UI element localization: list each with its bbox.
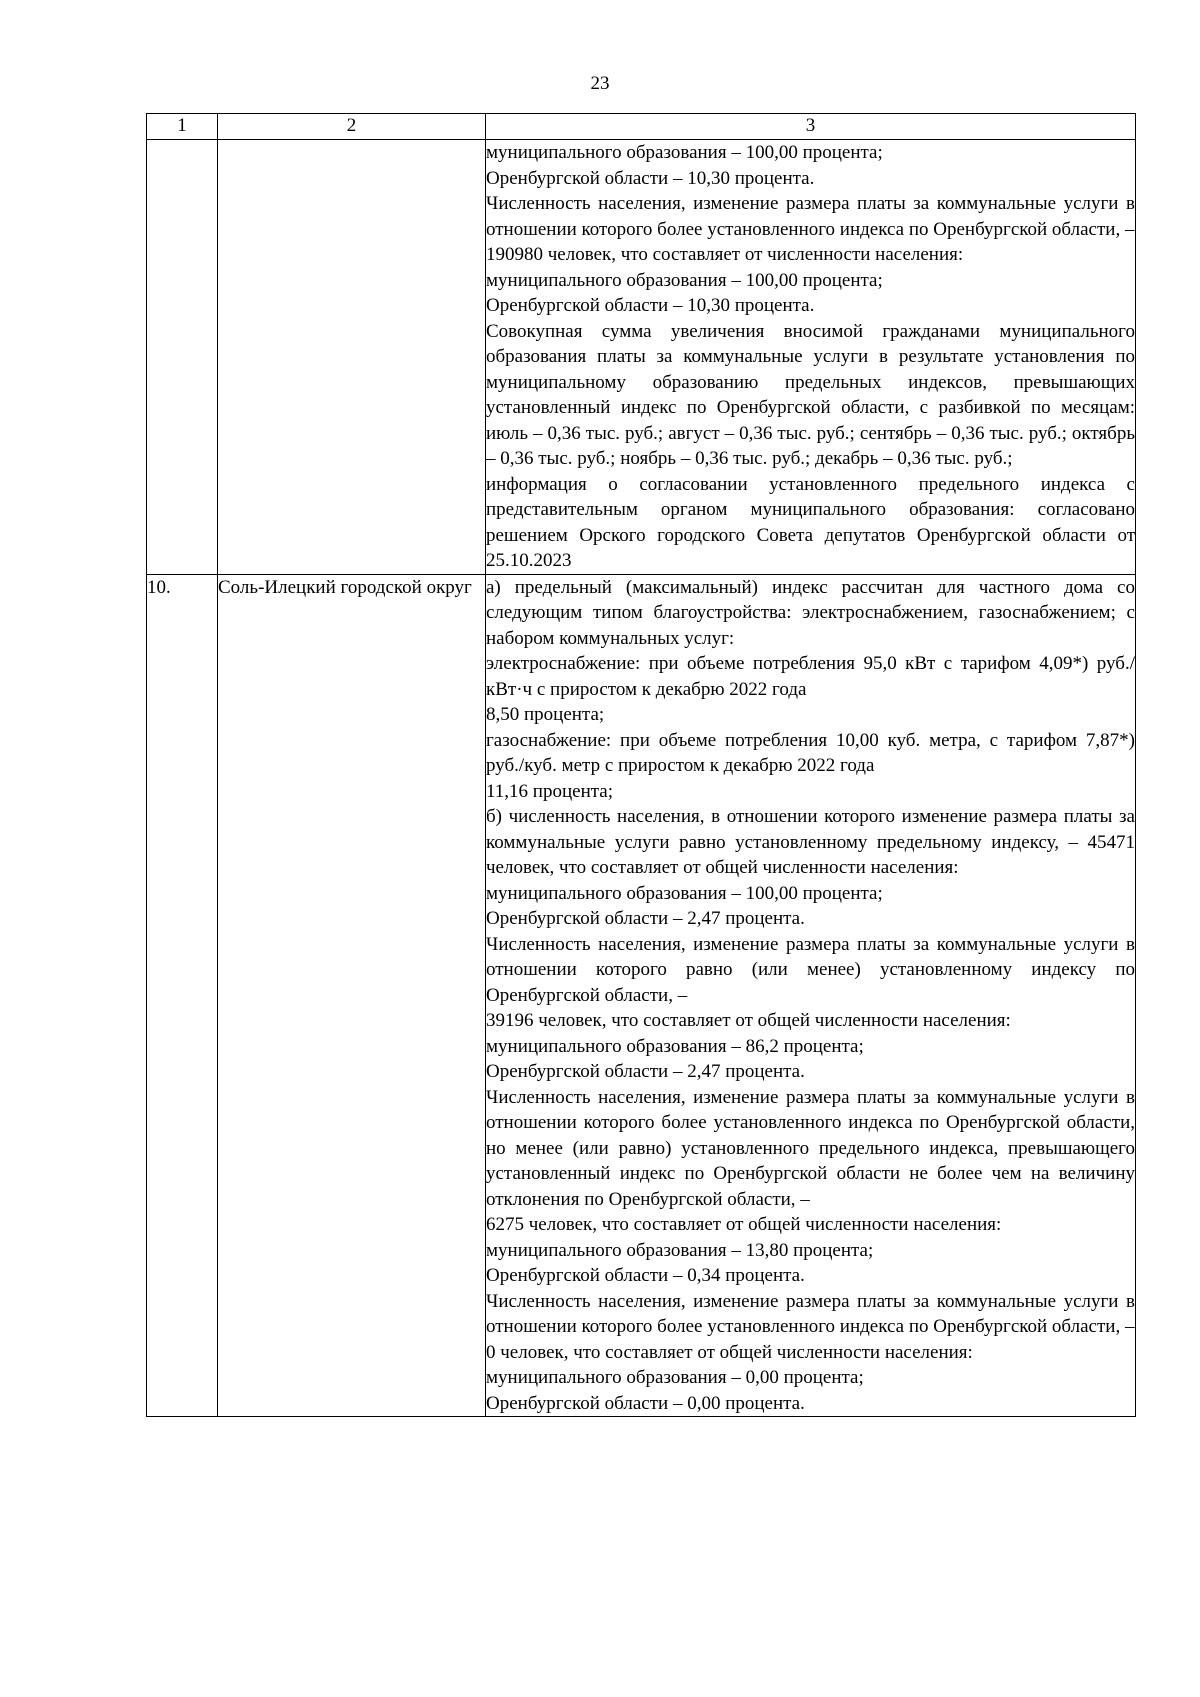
description-paragraph: а) предельный (максимальный) индекс рассчитан для частного дома со следующим типом благоустройства: электроснабжением, газоснабжением; с набором коммунальных услуг: <box>486 576 1135 649</box>
description-paragraph: газоснабжение: при объеме потребления 10,00 куб. метра, с тарифом 7,87*) руб./куб. метр с приростом к декабрю 2022 года <box>486 729 1135 776</box>
municipality-name-cell <box>218 140 486 575</box>
description-paragraph: Оренбургской области – 2,47 процента. <box>486 908 805 929</box>
column-header-3: 3 <box>486 114 1136 140</box>
description-cell <box>486 574 1136 1417</box>
description-paragraph: муниципального образования – 100,00 процента; <box>486 142 883 163</box>
description-paragraph: 11,16 процента; <box>486 780 613 802</box>
description-paragraph: Оренбургской области – 2,47 процента. <box>486 1061 805 1082</box>
description-paragraph: Совокупная сумма увеличения вносимой гражданами муниципального образования платы за коммунальные услуги в результате установления по муниципальному образованию предельных индексов, превышающих установленный индекс по Оренбургской области, с разбивкой по месяцам: июль – 0,36 тыс. руб.; август – 0,36 тыс. руб.; сентябрь – 0,36 тыс. руб.; октябрь – 0,36 тыс. руб.; ноябрь – 0,36 тыс. руб.; декабрь – 0,36 тыс. руб.; <box>486 320 1135 469</box>
description-paragraph: муниципального образования – 86,2 процента; <box>486 1035 864 1057</box>
description-paragraph: Численность населения, изменение размера платы за коммунальные услуги в отношении которого более установленного индекса по Оренбургской области, – <box>486 1290 1135 1337</box>
description-paragraph: 190980 человек, что составляет от численности населения: <box>486 244 964 265</box>
page-number: 23 <box>590 73 610 94</box>
description-paragraph: Оренбургской области – 0,00 процента. <box>486 1392 805 1414</box>
column-header-2: 2 <box>218 114 486 140</box>
description-paragraph: муниципального образования – 100,00 процента; <box>486 882 883 904</box>
description-paragraph: электроснабжение: при объеме потребления 95,0 кВт с тарифом 4,09*) руб./кВт·ч с приростом к декабрю 2022 года <box>486 653 1135 700</box>
table-row <box>147 574 1136 1417</box>
row-number-cell <box>147 140 218 575</box>
description-paragraph: муниципального образования – 13,80 процента; <box>486 1239 874 1261</box>
document-table <box>146 113 1136 1417</box>
column-header-1: 1 <box>147 114 218 140</box>
description-paragraph: 0 человек, что составляет от общей численности населения: <box>486 1341 973 1363</box>
description-paragraph: Численность населения, изменение размера платы за коммунальные услуги в отношении которого более установленного индекса по Оренбургской области, но менее (или равно) установленного предельного индекса, превышающего установленный индекс по Оренбургской области не более чем на величину отклонения по Оренбургской области, – <box>486 1086 1135 1210</box>
description-paragraph: 8,50 процента; <box>486 704 605 725</box>
description-paragraph: Численность населения, изменение размера платы за коммунальные услуги в отношении которого равно (или менее) установленному индексу по Оренбургской области, – <box>486 933 1135 1006</box>
description-paragraph: муниципального образования – 100,00 процента; <box>486 269 883 291</box>
description-paragraph: 6275 человек, что составляет от общей численности населения: <box>486 1214 1002 1235</box>
description-paragraph: муниципального образования – 0,00 процента; <box>486 1367 864 1388</box>
description-paragraph: 39196 человек, что составляет от общей численности населения: <box>486 1010 1011 1031</box>
description-cell <box>486 140 1136 575</box>
municipality-name-cell: Соль-Илецкий городской округ <box>218 574 486 1417</box>
row-number-cell: 10. <box>147 574 218 1417</box>
description-paragraph: Оренбургской области – 0,34 процента. <box>486 1265 805 1286</box>
table-row <box>147 140 1136 575</box>
description-paragraph: б) численность населения, в отношении которого изменение размера платы за коммунальные услуги равно установленному предельному индексу, – 45471 человек, что составляет от общей численности населения: <box>486 806 1135 878</box>
table-header-row <box>147 114 1136 140</box>
description-paragraph: Оренбургской области – 10,30 процента. <box>486 167 815 189</box>
description-paragraph: Оренбургской области – 10,30 процента. <box>486 295 815 316</box>
description-paragraph: Численность населения, изменение размера платы за коммунальные услуги в отношении которого более установленного индекса по Оренбургской области, – <box>486 193 1135 240</box>
description-paragraph: информация о согласовании установленного предельного индекса с представительным органом муниципального образования: согласовано решением Орского городского Совета депутатов Оренбургской области от 25.10.2023 <box>486 473 1135 571</box>
